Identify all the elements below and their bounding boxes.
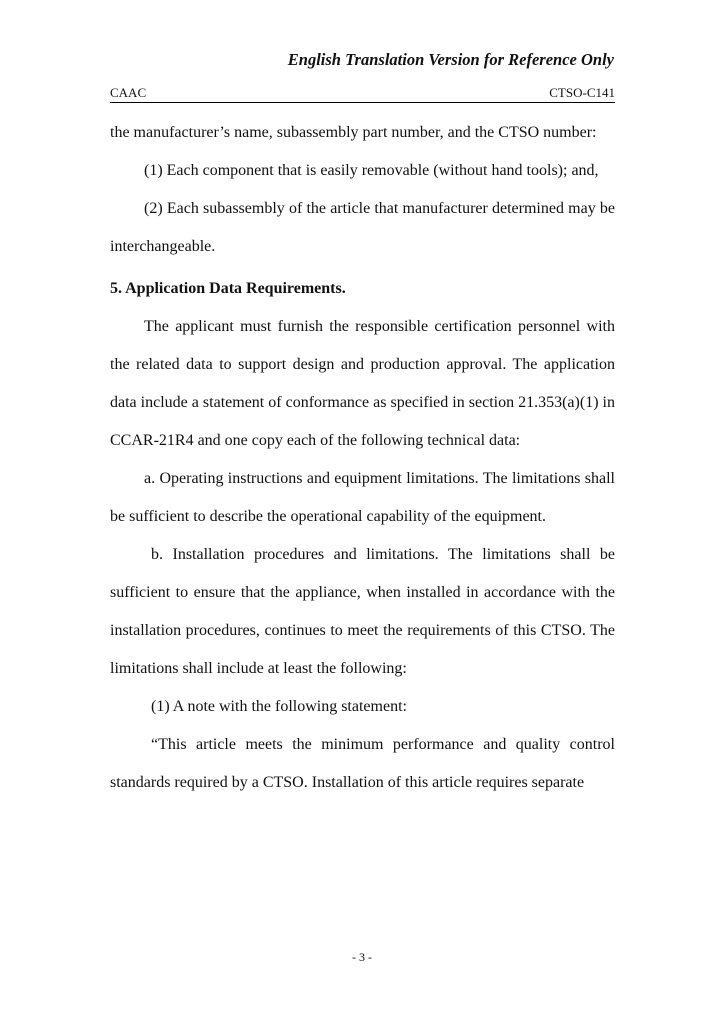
translation-banner: English Translation Version for Reference Only (287, 50, 614, 69)
page-number: - 3 - (352, 950, 372, 964)
list-item: a. Operating instructions and equipment limitations. The limitations shall be sufficient to describe the operational capability of the equipment. (110, 470, 615, 525)
list-item: (1) A note with the following statement: (151, 698, 407, 715)
document-body (110, 114, 615, 802)
header-left: CAAC (110, 85, 147, 100)
list-item: b. Installation procedures and limitations. The limitations shall be sufficient to ensure that the appliance, when installed in accordance with the installation procedures, continues to meet the requirements of this CTSO. The limitations shall include at least the following: (110, 546, 615, 677)
header-right: CTSO-C141 (549, 85, 615, 100)
paragraph: the manufacturer’s name, subassembly part number, and the CTSO number: (110, 124, 597, 141)
list-item: (2) Each subassembly of the article that manufacturer determined may be interchangeable. (110, 200, 615, 255)
running-header (110, 84, 615, 103)
paragraph: The applicant must furnish the responsible certification personnel with the related data to support design and production approval. The application data include a statement of conformance as specified in section 21.353(a)(1) in CCAR-21R4 and one copy each of the following technical data: (110, 318, 615, 449)
quoted-statement: “This article meets the minimum performance and quality control standards required by a CTSO. Installation of this article requires separate (110, 736, 615, 791)
list-item: (1) Each component that is easily removable (without hand tools); and, (144, 162, 599, 179)
section-heading: 5. Application Data Requirements. (110, 280, 346, 297)
